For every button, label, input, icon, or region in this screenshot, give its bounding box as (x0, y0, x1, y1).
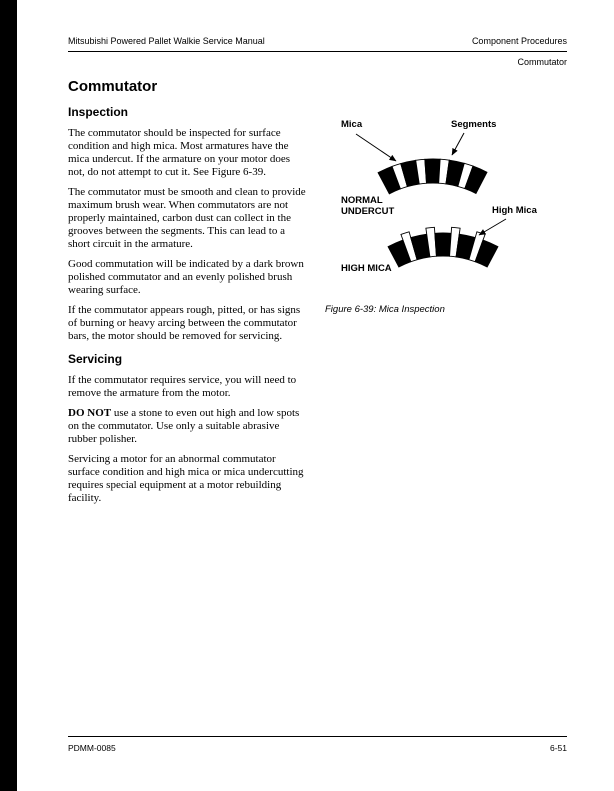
header-section: Component Procedures (471, 36, 567, 46)
page-header (68, 36, 567, 46)
segments-arrow (452, 133, 464, 155)
segments-label: Segments (451, 119, 497, 130)
binding-edge-bar (0, 0, 17, 791)
figure-mica-inspection (325, 118, 571, 286)
high-mica-callout-label: High Mica (492, 205, 537, 216)
header-manual-title: Mitsubishi Powered Pallet Walkie Service Manual (68, 36, 265, 46)
paragraph-text: use a stone to even out high and low spots on the commutator. Use only a suitable abrasive rubber polisher. (68, 407, 300, 445)
paragraph: If the commutator requires service, you will need to remove the armature from the motor. (68, 374, 297, 399)
mica-arrow (356, 134, 396, 161)
paragraph: Good commutation will be indicated by a dark brown polished commutator and an evenly polished brush wearing surface. (68, 258, 304, 296)
header-subsection: Commutator (517, 57, 567, 67)
paragraph: The commutator should be inspected for surface condition and high mica. Most armatures have the mica undercut. If the armature on your motor does not, do not attempt to cut it. See Figure 6-39. (68, 127, 291, 178)
do-not-emphasis: DO NOT (68, 407, 112, 419)
figure-column (325, 118, 571, 315)
footer-page-number: 6-51 (549, 743, 567, 753)
paragraph (68, 407, 309, 446)
paragraph: The commutator must be smooth and clean to provide maximum brush wear. When commutators are not properly maintained, carbon dust can collect in the grooves between the segments. This can lead to a short circuit in the armature. (68, 186, 306, 250)
commutator-arcs (378, 159, 498, 267)
high-mica-label: HIGH MICA (341, 263, 392, 274)
paragraph: Servicing a motor for an abnormal commutator surface condition and high mica or mica undercutting requires special equipment at a motor rebuilding facility. (68, 453, 304, 504)
inspection-heading: Inspection (68, 105, 129, 119)
normal-undercut-label (341, 196, 394, 217)
normal-undercut-line2: UNDERCUT (341, 205, 395, 217)
page-footer (68, 743, 567, 753)
header-rule (68, 51, 567, 52)
mica-label: Mica (341, 119, 363, 130)
text-column (68, 80, 309, 512)
servicing-heading: Servicing (68, 352, 123, 366)
figure-caption: Figure 6-39: Mica Inspection (325, 304, 445, 315)
footer-rule (68, 736, 567, 737)
footer-doc-number: PDMM-0085 (68, 743, 116, 753)
normal-undercut-line1: NORMAL (341, 195, 383, 206)
high-mica-arrow (479, 219, 506, 235)
page-title: Commutator (68, 78, 158, 95)
paragraph: If the commutator appears rough, pitted, or has signs of burning or heavy arcing between the commutator bars, the motor should be removed for servicing. (68, 304, 301, 342)
